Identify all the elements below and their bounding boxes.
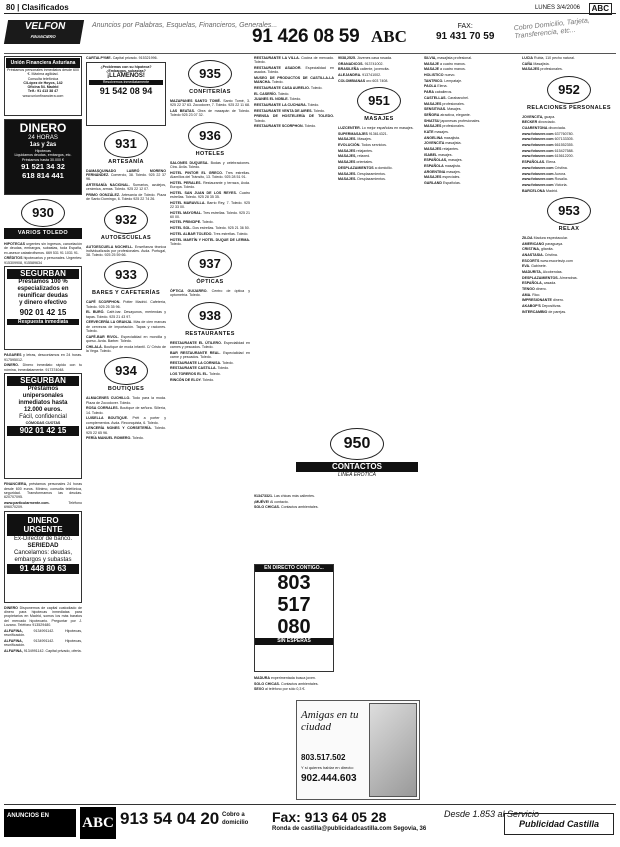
listing-item: HOTEL ALBAR TOLEDO. Tres estrellas. Toledo. xyxy=(170,231,249,236)
footer-desde: Desde 1.853 al Servicio xyxy=(444,809,540,819)
section-number: 932 xyxy=(104,206,148,234)
listing-item: RESTAURANTE CASTILLA. Toledo. xyxy=(170,366,230,371)
listing-item: ANASTASIA. Cristina. xyxy=(522,252,558,257)
section-label: RELAX xyxy=(558,225,580,232)
section-label: RELACIONES PERSONALES xyxy=(527,104,611,111)
listing-item: CAFÉ-BAR RIVOL. Especialidad en morcilla y queso. Avda. Barber. Toledo. xyxy=(86,334,166,343)
listing-item: LENCERÍA NONES Y CORSETERÍA. Toledo. 925 22 65 96. xyxy=(86,426,166,435)
listing-item: ESPAÑOLA masajista. xyxy=(424,164,461,169)
listing-item: ÓPTICA GUIJARRO. Centro de óptica y optometría. Toledo. xyxy=(170,289,250,298)
section-label: BARES Y CAFETERÍAS xyxy=(91,290,161,297)
listing-block xyxy=(4,242,82,265)
listing-item: CRÉDITOS hipotecarios y personales. Urgentes: 915309908, 915589634 xyxy=(4,256,82,265)
listing-item: SILVIA, masajista profesional. xyxy=(424,56,473,60)
listing-item: MASAJES especiales. xyxy=(424,175,461,180)
seg1-phone: 902 01 42 15 xyxy=(19,308,67,318)
d24-l3: Liquidamos deudas, embargos, etc. xyxy=(14,153,72,158)
section-number: 935 xyxy=(188,60,232,88)
listing-item: HIPOTECAS urgentes sin ingresos, cancelación de deudas, embargos, subastas, toda España, ex-asesor catastrofismos. 669 531 91 1031 91. xyxy=(4,242,82,255)
dinero-urgente-ad xyxy=(4,511,82,603)
column-3 xyxy=(170,56,250,802)
listing-block xyxy=(4,606,82,653)
listing-item: 9038,2525. Jóvenes casa rosada. xyxy=(338,56,392,60)
uf-line: Telf.: 91 413 38 47 xyxy=(27,89,59,94)
listing-item: ESPAÑOLA, casada. xyxy=(522,281,557,286)
listing-item: www.fotosver.com Rosalía. xyxy=(522,177,568,182)
section-953 xyxy=(522,197,616,233)
listing-item: LUZCENTER. Lo mejor españolas en masajes. xyxy=(338,126,414,131)
banner-tagline: Anuncios por Palabras, Esquelas, Financieros, Generales... xyxy=(92,22,278,29)
listing-item: SEXO al teléfono por sólo 0,3 €. xyxy=(254,687,306,692)
listing-item: EVOLUCIÓN. Todos servicios. xyxy=(338,143,387,148)
listing-item: LOS TOREROS EL EL. Toledo. xyxy=(170,372,221,377)
banner-abc: ABC xyxy=(371,27,407,46)
seg1-line: Préstamos 100 % xyxy=(18,279,68,286)
listing-item: HOTEL MARAVILLA. Barrio Rey, 7. Toledo. 925 22 33 00. xyxy=(170,200,250,209)
segurban-ad-2 xyxy=(4,373,82,479)
section-930 xyxy=(4,199,82,239)
cp-num: 517 xyxy=(277,594,311,616)
listing-item: ESCORTS www.escortsvip.com xyxy=(522,258,573,263)
listing-item: MADURITA, Alcobendas. xyxy=(522,270,563,275)
section-952 xyxy=(522,76,616,112)
listing-item: MAZAPANES SANTO TOMÉ. Santo Tomé, 3. 925 22 37 63. Zocodover, 7. Toledo. 925 22 11 68. xyxy=(170,99,250,108)
section-number: 934 xyxy=(104,357,148,385)
section-number: 951 xyxy=(357,87,401,115)
section-number: 938 xyxy=(188,302,232,330)
listing-item: AMERICANO paraguaya. xyxy=(522,241,564,246)
listing-item: BECKER divorciado. xyxy=(522,120,556,125)
listing-item: CASTELLAS. Carabanchel. xyxy=(424,95,469,100)
listing-item: MASAJES profesionales. xyxy=(424,101,465,106)
listing-item: DAMASQUINADO LABRÓ MORENO FERNÁNDEZ. Comercio, 38. Toledo. 925 22 37 96. xyxy=(86,168,166,182)
seg2-line: unipersonales xyxy=(22,393,64,400)
listing-item: RESTAURANTE ASADOR. Especialidad en asados. Toledo. xyxy=(254,65,334,75)
footer-fax: Fax: 913 64 05 28 xyxy=(272,809,387,825)
listing-item: SENSITIVAS. Masajes. xyxy=(424,107,462,112)
listing-item: RESTAURANTE LA CUCHARA. Toledo. xyxy=(254,103,320,108)
listing-item: MASAJES. Desplazamientos. xyxy=(338,177,386,182)
listing-item: www.fotosver.com Aurora. xyxy=(522,171,567,176)
footer-cobro: Cobro a domicilio xyxy=(222,812,249,826)
section-label: ARTESANÍA xyxy=(108,158,144,165)
seg2-line: 12.000 euros. xyxy=(23,407,63,414)
section-937 xyxy=(170,250,250,286)
listing-item: MASAJES orientales. xyxy=(338,160,373,165)
listing-item: MASAJES profesionales. xyxy=(424,124,465,129)
listing-item: DESPLAZAMIENTOS. Almendras. xyxy=(522,275,578,280)
footer-address: Ronda de castilla@publicidadcastilla.com Segovia, 36 xyxy=(272,826,427,832)
listing-item: MASAJES. Masajes. xyxy=(338,137,372,142)
listing-item: PAGARES y letras, descontamos en 24 horas. 917595012. xyxy=(4,353,82,362)
section-number: 933 xyxy=(104,261,148,289)
listing-item: HOTEL MAYORAL. Tres estrellas. Toledo. 925 21 60 00. xyxy=(170,210,250,219)
listing-item: DINERO. Dinero inmediato rápido con tu nómina, inmediatamente. 917374048. xyxy=(4,363,82,372)
section-936 xyxy=(170,122,250,158)
d24-title: DINERO xyxy=(19,121,67,135)
listing-item: SOLO CHICAS. Contactos ambientales. xyxy=(254,681,319,686)
listing-item: ROSA CORRALES. Boutique de señora. Sillería, 14. Toledo. xyxy=(86,406,166,415)
listing-item: www.fotosver.com Cristina. xyxy=(522,165,568,170)
du-title: DINERO URGENTE xyxy=(7,514,79,536)
listing-item: CHILALÁ. Boutique de moda infantil. C/ Cristo de la Vega. Toledo. xyxy=(86,344,166,353)
section-number: 953 xyxy=(547,197,591,225)
amigas-title: Amigas en tu ciudad xyxy=(301,709,359,733)
column-5 xyxy=(338,56,420,426)
d24-l2: Hipotecas xyxy=(35,149,51,153)
seg2-phone: 902 01 42 15 xyxy=(7,426,79,436)
page-number: 80 | Clasificados xyxy=(6,3,69,12)
d24-l1: 1as y 2as xyxy=(29,142,57,148)
listing-item: CARTALPYME. Capital privado. 915321996. xyxy=(86,56,158,60)
listing-item: www.fotosver.com 637760780. xyxy=(522,131,574,136)
amigas-phone2: 902.444.603 xyxy=(301,773,357,784)
listing-item: ALFAFINA, 9134991142. Hipotecas, reunificación. xyxy=(4,638,82,647)
listing-item: www.fotosver.com 615612200. xyxy=(522,154,574,159)
contact-phone-ad xyxy=(254,564,334,672)
seg2-line: inmediatos hasta xyxy=(18,400,68,407)
section-number: 931 xyxy=(104,130,148,158)
dinero-24-ad xyxy=(4,119,82,195)
listing-item: MASAJES relajantes. xyxy=(338,148,373,153)
uf-line: Oficina 54. Madrid xyxy=(27,85,59,90)
listing-item: www.fotosver.com 661552355. xyxy=(522,143,574,148)
seg1-title: SEGURBAN xyxy=(7,269,79,279)
listing-item: ARGENTINA masajes. xyxy=(424,169,461,174)
section-950 xyxy=(296,428,418,490)
listing-item: SHIATSU japonesas profesionales. xyxy=(424,118,481,123)
section-935 xyxy=(170,60,250,96)
banner-phone: 91 426 08 59 xyxy=(252,26,360,47)
listing-item: PAOLA Elena. xyxy=(424,84,448,89)
d24-l4: Préstamos hasta 30.000 € xyxy=(22,157,64,162)
model-photo xyxy=(369,703,417,797)
du-line: Ex-Director de banco. xyxy=(13,535,73,542)
section-938 xyxy=(170,302,250,338)
listing-item: FINANCIERA, préstamos personales 24 horas desde 600 euros. Mínimo, consulta telefónica, seguridad. Transformamos las deudas. 620707095. xyxy=(4,482,82,500)
listing-item: RESTAURANTE EL ÚTILERO. Especialidad en carnes y pescados. Toledo. xyxy=(170,340,250,350)
listing-item: EL CASERÍO. Toledo. xyxy=(254,91,290,96)
cp-title: EN DIRECTO CONTIGO... xyxy=(255,565,333,572)
section-label: AUTOESCUELAS xyxy=(100,234,152,241)
listing-item: SOLO CHICAS. Contactos ambientales. xyxy=(254,505,319,510)
listing-item: EL BURÓ. Café-bar. Desayunos, meriendas y tapas. Toledo. 925 21 43 97. xyxy=(86,310,166,319)
listing-item: HOLISTICO nuevo. xyxy=(424,73,456,78)
listing-item: JOVENCITA masajista. xyxy=(424,141,462,146)
listing-item: ALFAFINA, 9134991142. Hipotecas, reunificación. xyxy=(4,628,82,637)
listing-item: ALMACENES CUCHILLO. Todo para la moda. Plaza de Zocodover. Toledo. xyxy=(86,396,166,405)
section-number: 936 xyxy=(188,122,232,150)
listing-item: HOTEL SOL. Dos estrellas. Toledo. 925 21 36 50. xyxy=(170,226,250,231)
listing-item: www.fotosver.com 607133305. xyxy=(522,137,574,142)
listing-item: RINCÓN DE ELOY. Toledo. xyxy=(170,377,215,382)
velfon-logo: VELFON FINANCIERO xyxy=(4,20,84,44)
listing-item: AKABOP'S Depositivas. xyxy=(522,304,562,309)
column-2 xyxy=(86,56,166,802)
amigas-phone: 803.517.502 xyxy=(301,753,346,762)
section-label: CONTACTOS xyxy=(296,462,418,472)
listing-item: RESTAURANTE CASA AURELIO. Toledo. xyxy=(254,85,323,90)
listing-item: ALFAFINA, 9134991142. Capital privado, oferta. xyxy=(4,648,82,653)
uf-line: www.unionfinanciera.com xyxy=(22,93,64,98)
listing-item: BRASILEÑA caliente, jovencita. xyxy=(338,67,390,72)
listing-item: PRENSA DE HOSTELERÍA DE TOLEDO. Toledo. xyxy=(254,114,334,123)
listing-item: ESPAÑOLAS, masajes. xyxy=(424,158,463,163)
top-bar xyxy=(4,2,616,14)
d24-sub: 24 HORAS xyxy=(28,135,58,141)
section-number: 930 xyxy=(21,199,65,227)
em-phone: 91 542 08 94 xyxy=(99,85,153,96)
listing-item: RESTAURANTE LA VILLA. Cocina de mercado. Toledo. xyxy=(254,56,334,65)
listing-item: SUPERMASAJES 913614321. xyxy=(338,131,388,136)
emergencias-ad xyxy=(86,62,166,126)
listing-item: ALEJANDRA. 913741002. xyxy=(338,73,382,78)
listing-item: HOTEL MARTÍN Y HOTEL DUQUE DE LERMA. Toledo. xyxy=(170,237,250,246)
listing-item: MUSEO DE PRODUCTOS DE CASTILLA-LA MANCHA. Toledo. xyxy=(254,75,334,85)
listing-item: AMA. Rico. xyxy=(522,292,541,297)
d24-phone1: 91 521 34 32 xyxy=(21,161,65,171)
listing-item: ARTESANÍA NACIONAL. Sumarios, azulejos, cerámica, armas. Toledo. 925 22 12 07. xyxy=(86,182,166,192)
listing-item: ¡MUÉVE! Al contacto. xyxy=(254,499,289,504)
section-951 xyxy=(338,87,420,123)
footer-advert xyxy=(4,804,616,844)
em-line: ¿Embargos, subastas? xyxy=(106,68,146,73)
section-label: BOUTIQUES xyxy=(107,386,145,393)
listing-item: HOTEL PERALES. Restaurante y terraza, Avda. Europa. Toledo. xyxy=(170,180,250,189)
listing-item: PRIMO GONZÁLEZ. Artesanía de Toledo. Plaza de Santo Domingo, 6. Toledo 925 22 74 26. xyxy=(86,192,166,202)
listing-item: RESTAURANTE LA CORNISA. Toledo. xyxy=(170,360,234,365)
listing-item: CERVECERÍA LA GRANJA. Más de cien marcas de cervezas de importación. Tapas y raciones. Toledo. xyxy=(86,320,166,333)
listing-item: MASAJES profesionales. xyxy=(522,67,563,72)
section-number: 937 xyxy=(188,250,232,278)
listing-item: PARA caballeros. xyxy=(424,90,453,95)
listing-item: INTERCAMBIO de parejas. xyxy=(522,309,567,314)
column-1 xyxy=(4,56,82,802)
listing-item: SALONES DUQUESA. Bodas y celebraciones. Ctra. Ávila. Toledo. xyxy=(170,160,250,169)
listing-block xyxy=(4,482,82,509)
listing-item: DINERO Disponemos de capital custodiado de dinero para hipotecas inmediatas para propietarios en Madrid, somos los más baratos del mercado hipotecario. Preguntar por J. Lozano. Teléfono 913529480. xyxy=(4,605,82,627)
amigas-ad xyxy=(296,700,420,800)
brand-logo: ABC xyxy=(589,3,612,15)
listing-item: 913473321. Las chicas más calientes. xyxy=(254,494,315,498)
section-933 xyxy=(86,261,166,297)
section-label: ÓPTICAS xyxy=(196,279,224,286)
listing-item: MASAJE a cuatro manos. xyxy=(424,61,466,66)
cp-num: 803 xyxy=(277,572,311,594)
listing-item: KATE masajes. xyxy=(424,129,449,134)
listing-item: HOTEL SAN JUAN DE LOS REYES. Cuatro estrellas. Toledo. 925 28 35 35. xyxy=(170,190,250,199)
em-line: Resolvemos inmediatamente xyxy=(89,80,163,84)
publicidad-castilla-logo: Publicidad Castilla xyxy=(504,813,614,835)
listing-item: RESTAURANTE VENTA DE AIRES. Toledo. xyxy=(254,108,326,113)
listing-item: IMPRESIONANTE dinero. xyxy=(522,298,564,303)
footer-anuncios: ANUNCIOS EN xyxy=(4,809,76,837)
section-sublabel: LÍNEA ERÓTICA xyxy=(338,472,376,478)
listing-item: HOTEL PRINCIPE. Toledo. xyxy=(170,220,214,225)
du-line: SERIEDAD xyxy=(27,542,59,549)
section-number: 952 xyxy=(547,76,591,104)
seg2-line: Préstamos xyxy=(27,386,59,393)
listing-item: ZILDA Madura espectacular. xyxy=(522,235,568,240)
em-line: ¡LLÁMENOS! xyxy=(107,73,145,80)
listing-item: MASAJES, relaxed. xyxy=(338,154,371,159)
listing-item: CRISTINA, gitanita. xyxy=(522,247,554,252)
listing-item: MASAJE a cuatro manos. xyxy=(424,67,466,72)
section-label: HOTELES xyxy=(195,150,225,157)
em-line: ¿Problemas con su hipoteca? xyxy=(100,64,152,69)
listing-item: DESPLAZAMIENTOS a domicilio. xyxy=(338,165,393,170)
listing-item: BARCELONA Madrid. xyxy=(522,188,558,193)
section-934 xyxy=(86,357,166,393)
section-932 xyxy=(86,206,166,242)
du-phone: 91 448 80 63 xyxy=(7,564,79,574)
banner-payment: Cobro Domicilio, Tarjeta, Transferencia, etc... xyxy=(513,17,591,41)
listing-item: MASAJES relajantes. xyxy=(424,147,459,151)
cp-tag: SIN ESPERAS xyxy=(255,638,333,645)
issue-date: LUNES 3/4/2006 xyxy=(534,5,580,11)
section-label: CONFITERÍAS xyxy=(189,89,231,95)
seg1-line: especializados en xyxy=(17,286,69,293)
seg1-line: reunificar deudas xyxy=(17,293,68,300)
listing-item: JOVENCITA, guapa. xyxy=(522,114,556,119)
listing-item: ISABEL masajes. xyxy=(424,152,453,157)
listing-item: CAFÉ SCORPHON. Potter Madrid. Cafetería, Toledo. 925 25 35 96. xyxy=(86,300,166,309)
advert-banner xyxy=(4,16,616,54)
listing-item: MADURA experimentada busca joven. xyxy=(254,676,316,680)
listing-item: www.particularmente.com. Teléfono 696070209. xyxy=(4,500,82,510)
listing-item: SEÑORA atractiva, elegante. xyxy=(424,112,471,117)
du-line: Cancelamos: deudas, embargos y subastas xyxy=(13,549,73,563)
listing-item: GRANADICOS. 913741002. xyxy=(338,61,384,66)
listing-item: LUISELLA BOUTIQUE. Prêt a porter y complementos. Avda. Reconquista, 6. Toledo. xyxy=(86,416,166,425)
listing-item: TANTRICO. Lempataje. xyxy=(424,78,463,83)
listing-item: www.fotosver.com Victoria. xyxy=(522,182,568,187)
listing-item: AUTOESCUELA NOCHELL. Enseñanza técnica individualizada por profesionales. Avda. Portugal, 38. Toledo. 925 25 59 66. xyxy=(86,244,166,258)
seg2-line: CÓMODAS CUOTAS xyxy=(25,421,61,426)
listing-item: COLOMBIANAS oro 603 7408. xyxy=(338,78,389,83)
banner-fax: FAX: 91 431 70 59 xyxy=(436,23,495,42)
listing-item: LUCIA Rubia, 110 pecho natural. xyxy=(522,56,575,60)
section-label: RESTAURANTES xyxy=(185,330,235,337)
uf-line: Préstamos personales inmediatos desde 600 €. Máxima agilidad. xyxy=(7,68,79,77)
segurban-ad-1 xyxy=(4,266,82,350)
uf-line: Consulta telefónica xyxy=(27,76,59,81)
seg2-title: SEGURBAN xyxy=(7,376,79,386)
amigas-line: Y si quieres hablar en directo: xyxy=(301,765,354,770)
d24-phone2: 618 814 441 xyxy=(22,170,64,180)
column-7 xyxy=(522,56,616,802)
column-6 xyxy=(424,56,518,802)
cp-num: 080 xyxy=(277,616,311,638)
listing-item: RESTAURANTE SCORPHON. Toledo. xyxy=(254,124,317,129)
seg1-tag: Respuesta inmediata xyxy=(7,319,79,325)
listing-item: www.fotosver.com 615427588. xyxy=(522,148,574,153)
listing-item: ESPAÑOLAS. Elena. xyxy=(522,160,557,165)
section-number: 950 xyxy=(330,428,384,460)
listing-item: TENGO dinero. xyxy=(522,287,547,292)
union-financiera-ad xyxy=(4,56,82,116)
section-label: VARIOS TOLEDO xyxy=(4,228,82,239)
footer-abc-logo: ABC xyxy=(80,807,116,839)
footer-phone: 913 54 04 20 xyxy=(120,809,220,828)
uf-line: C/López de Hoyos, 142 xyxy=(23,80,63,85)
uf-title: Unión Financiera Asturiana xyxy=(6,58,80,68)
section-931 xyxy=(86,130,166,166)
seg1-line: y dinero efectivo xyxy=(19,300,67,307)
listing-item: ANGELINA masajista. xyxy=(424,135,460,140)
listing-block xyxy=(254,676,334,693)
listing-item: PERÍA MANUEL ROMERO. Toledo. xyxy=(86,436,144,441)
listing-item: EVA. Gabinete. xyxy=(522,264,547,269)
listing-item: BAR RESTAURANTE REAL. Especialidad en carne y pescados. Toledo. xyxy=(170,350,250,360)
listing-item: CAÑA Masajista. xyxy=(522,61,550,66)
listing-item: LAS BEATAS. Obra de mazapán de Toledo. Toledo 925 23 07 32. xyxy=(170,108,250,118)
listing-item: HOTEL PINTOR EL GRECO. Tres estrellas. Alamillos del Tránsito, 13. Toledo. 925 28 51 91. xyxy=(170,170,250,179)
listing-block xyxy=(4,353,82,372)
section-label: MASAJES xyxy=(364,116,394,123)
listing-item: GARLAND Españolas. xyxy=(424,181,461,186)
listing-item: MASAJES. Desplazamientos. xyxy=(338,171,386,176)
seg2-line: Fácil, confidencial xyxy=(19,414,67,421)
listing-item: CUARENTONA divorciada. xyxy=(522,126,566,131)
listing-item: JUANES EL NOBLE. Toledo. xyxy=(254,97,302,102)
